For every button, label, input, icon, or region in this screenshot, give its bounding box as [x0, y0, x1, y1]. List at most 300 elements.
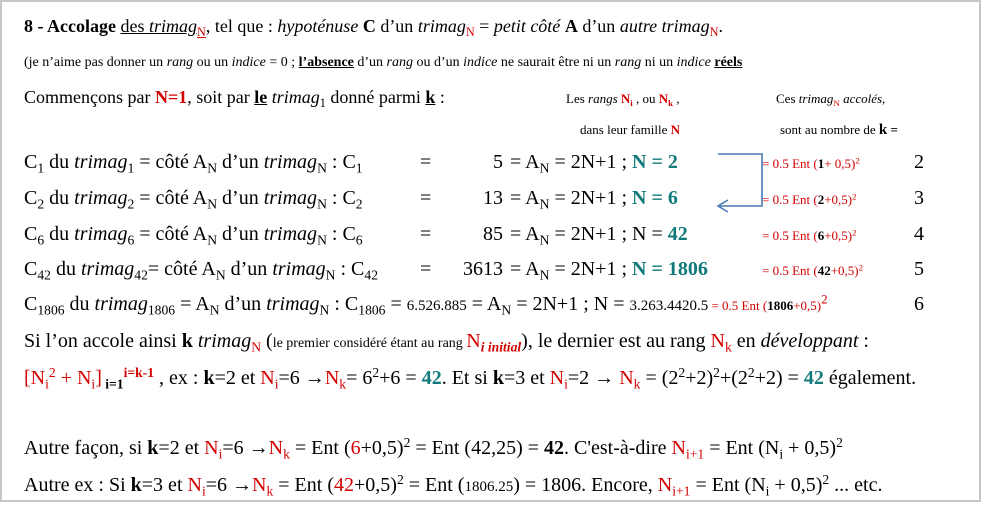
r5e: d’un: [219, 293, 267, 315]
r-es: 2: [852, 191, 857, 202]
r-ent2: + 0,5): [824, 156, 856, 171]
r-g: : C: [335, 258, 365, 280]
t3h: k: [425, 87, 436, 107]
r-cs: 2: [127, 196, 135, 212]
row-eq: [420, 187, 431, 210]
r-ev: 2: [817, 192, 825, 207]
r-c: trimag: [74, 151, 128, 173]
r-fs: N: [317, 160, 327, 176]
r-gs: 1: [355, 160, 363, 176]
r-eq: =: [420, 223, 432, 245]
t2b: rang: [166, 55, 194, 70]
r-g: : C: [326, 223, 356, 245]
t10a: [N: [24, 367, 46, 389]
r-h: = A: [510, 151, 540, 173]
row-left: [24, 187, 363, 210]
row-k: [914, 151, 924, 174]
r-es: 2: [855, 155, 860, 166]
t10g: i=1: [101, 376, 124, 392]
r5h: =: [385, 293, 407, 315]
t12m: = Ent (: [403, 474, 465, 496]
t9o: :: [858, 330, 869, 352]
row-num: [483, 187, 503, 210]
r-a: C: [24, 151, 38, 173]
r-e: d’un: [225, 258, 273, 280]
t2e: = 0 ;: [265, 55, 299, 70]
t12i: = Ent (: [273, 474, 334, 496]
t2l: rang: [614, 55, 642, 70]
n2b: N: [670, 122, 680, 137]
r-as: 42: [37, 267, 51, 283]
r-ent: = 0.5 Ent (: [762, 228, 818, 243]
n1h: ,: [673, 91, 680, 106]
r-h: = A: [510, 258, 540, 280]
row-k: [914, 187, 924, 210]
r-e: d’un: [217, 151, 264, 173]
t11b: k: [147, 437, 159, 459]
n4a: sont au nombre de: [780, 122, 879, 137]
r-es: 2: [852, 227, 857, 238]
t2n: indice: [676, 55, 711, 70]
r-b: du: [44, 187, 75, 209]
r5b: du: [64, 293, 95, 315]
row-1806-k: [914, 293, 924, 316]
t10m: i: [274, 376, 279, 392]
r-a: C: [24, 223, 38, 245]
n1a: Les: [566, 91, 589, 106]
t9e: N: [251, 339, 262, 355]
row-1806: [24, 293, 828, 316]
n3a: Ces: [776, 91, 799, 106]
r-f: trimag: [263, 187, 318, 209]
r5k: 6: [914, 293, 924, 315]
r-e: d’un: [217, 223, 264, 245]
t10ah: 2: [747, 365, 755, 381]
t10s: +6 =: [379, 367, 422, 389]
t2p: réels: [714, 55, 743, 70]
t10aa: N: [619, 367, 634, 389]
r-c: trimag: [74, 187, 128, 209]
t11t: + 0,5): [783, 437, 837, 459]
t10h: i=k-1: [123, 365, 155, 381]
r5g: : C: [329, 293, 359, 315]
row-eq: [420, 223, 431, 246]
t2m: ni un: [641, 55, 677, 70]
n1d: i: [630, 97, 633, 108]
t12d: N: [187, 474, 202, 496]
t10ad: 2: [678, 365, 686, 381]
row-k: [914, 223, 924, 246]
r-hs: N: [539, 267, 550, 283]
n3b: trimag: [798, 91, 834, 106]
r-eq: =: [420, 151, 432, 173]
r5gs: 1806: [358, 302, 386, 318]
row-k: [914, 258, 924, 281]
t12a: Autre ex : Si: [24, 474, 131, 496]
t2d: indice: [231, 55, 266, 70]
t9n: développant: [760, 330, 859, 352]
r-f: trimag: [272, 258, 326, 280]
note-accoles: [776, 91, 885, 107]
t12h: k: [266, 483, 274, 499]
t10y: i: [564, 376, 568, 392]
n4c: =: [887, 122, 898, 137]
r-hs: N: [539, 160, 550, 176]
r5j: = 2N+1 ; N =: [511, 293, 630, 315]
t2h: rang: [386, 55, 413, 70]
t1i: C: [362, 16, 376, 36]
t10aj: 42: [803, 367, 824, 389]
t10x: N: [549, 367, 565, 389]
r5ev: 1806: [767, 298, 794, 313]
t11p: N: [671, 437, 686, 459]
t1d: des: [120, 16, 149, 36]
t11c: =2 et: [158, 437, 205, 459]
n1f: N: [658, 91, 669, 106]
r-g: : C: [326, 187, 356, 209]
t12k: +0,5): [353, 474, 397, 496]
note-famille: [580, 122, 680, 138]
t9m: en: [731, 330, 761, 352]
r-num: 3613: [463, 258, 503, 280]
n1g: k: [668, 97, 674, 108]
t10w: =3 et: [503, 367, 550, 389]
t12l: 2: [396, 472, 404, 488]
r-g: : C: [326, 151, 356, 173]
t12p: N: [657, 474, 673, 496]
r-eq: =: [420, 258, 432, 280]
r-ev: 42: [817, 263, 831, 278]
t3a: Commençons par: [24, 87, 155, 107]
r-gs: 42: [364, 267, 378, 283]
t10z: =2 →: [567, 367, 620, 389]
r-ds: N: [207, 196, 218, 212]
r-ent: = 0.5 Ent (: [762, 263, 818, 278]
t10i: , ex :: [154, 367, 204, 389]
t9a: Si l’on accole ainsi: [24, 330, 182, 352]
t10ak: également.: [823, 367, 917, 389]
t10ab: k: [633, 376, 641, 392]
t11r: = Ent (N: [704, 437, 780, 459]
row-num: [493, 151, 503, 174]
r-gs: 6: [355, 232, 363, 248]
t9g: le premier considéré étant au rang: [272, 336, 467, 351]
r5fs: N: [319, 302, 330, 318]
r-cs: 1: [127, 160, 135, 176]
r-as: 6: [37, 232, 45, 248]
t11m: = Ent (42,25) =: [410, 437, 545, 459]
r-d: = côté A: [134, 223, 208, 245]
r5ent: = 0.5 Ent (: [708, 298, 768, 313]
t2c: ou un: [193, 55, 232, 70]
t1j: d’un: [375, 16, 418, 36]
r-e: d’un: [217, 187, 264, 209]
t2g: d’un: [353, 55, 387, 70]
t1a: 8 -: [24, 16, 48, 36]
r-n: N = 6: [632, 187, 678, 209]
line-formula: [24, 367, 916, 390]
r-d: = côté A: [134, 151, 208, 173]
r-b: du: [44, 223, 75, 245]
t1p: d’un: [577, 16, 620, 36]
t10k: =2 et: [214, 367, 261, 389]
t12o: ) = 1806. Encore,: [513, 474, 658, 496]
t3b: N=1: [154, 87, 188, 107]
line-autre-facon: [24, 437, 843, 460]
r-k: 3: [914, 187, 924, 209]
note-nombre: [780, 122, 898, 139]
row-eq: [420, 151, 431, 174]
t11l: 2: [403, 435, 411, 451]
r-ent: = 0.5 Ent (: [762, 192, 818, 207]
t2a: (je n’aime pas donner un: [24, 55, 167, 70]
t11a: Autre façon, si: [24, 437, 148, 459]
t2f: l’absence: [298, 55, 354, 70]
r-hs: N: [539, 196, 550, 212]
row-ent: [762, 228, 857, 244]
t12n: 1806.25: [464, 479, 514, 495]
t10o: N: [324, 367, 340, 389]
r-c: trimag: [74, 223, 128, 245]
row-mid: [510, 223, 688, 246]
r-fs: N: [325, 267, 336, 283]
r-eq: =: [420, 187, 432, 209]
t10n: =6 →: [278, 367, 325, 389]
line-title: [24, 16, 723, 37]
row-mid: [510, 258, 708, 281]
row-left: [24, 223, 363, 246]
t9l: k: [724, 339, 732, 355]
t11s: i: [779, 446, 784, 462]
t9i: i initial: [480, 339, 522, 355]
t1l: N: [465, 24, 475, 39]
r-n1: N =: [632, 223, 668, 245]
r-b: du: [50, 258, 81, 280]
t3d: le: [254, 87, 268, 107]
t1k: trimag: [417, 16, 466, 36]
r-h: = A: [510, 187, 540, 209]
row-num: [463, 258, 503, 281]
r-d: = côté A: [134, 187, 208, 209]
row-ent: [762, 263, 863, 279]
t1b: Accolage: [47, 16, 116, 36]
t1e: trimag: [148, 16, 197, 36]
t11k: +0,5): [360, 437, 404, 459]
r5a: C: [24, 293, 38, 315]
t1o: A: [564, 16, 578, 36]
t11g: N: [268, 437, 284, 459]
t10b: i: [45, 376, 49, 392]
r-ent2: +0,5): [824, 228, 853, 243]
r5is: N: [501, 302, 512, 318]
r-n: N = 1806: [632, 258, 708, 280]
t10r: 2: [372, 365, 380, 381]
t2k: ne saurait être ni un: [497, 55, 615, 70]
r-ent2: +0,5): [830, 263, 859, 278]
t12q: i+1: [672, 483, 691, 499]
r-ent2: +0,5): [824, 192, 853, 207]
r-ent: = 0.5 Ent (: [762, 156, 818, 171]
row-left: [24, 151, 363, 174]
t10af: 2: [713, 365, 720, 381]
t10ac: = (2: [640, 367, 679, 389]
t11u: 2: [836, 435, 843, 451]
r-fs: N: [317, 232, 327, 248]
r-ev: 6: [817, 228, 825, 243]
r-f: trimag: [263, 151, 318, 173]
t11h: k: [283, 446, 290, 462]
r-hs: N: [539, 232, 550, 248]
t11j: 6: [350, 437, 361, 459]
r5n: 3.263.4420.5: [629, 298, 709, 314]
t10v: k: [492, 367, 504, 389]
t10t: 42: [421, 367, 442, 389]
t12c: =3 et: [141, 474, 188, 496]
row-left: [24, 258, 378, 281]
r5i: = A: [466, 293, 502, 315]
t1h: hypoténuse: [277, 16, 363, 36]
r-gs: 2: [355, 196, 363, 212]
t12g: N: [252, 474, 267, 496]
t2j: indice: [463, 55, 498, 70]
row-eq: [420, 258, 431, 281]
r5num: 6.526.885: [406, 298, 467, 314]
t1s: .: [718, 16, 723, 36]
t3f: 1: [319, 95, 326, 110]
t1q: autre trimag: [619, 16, 710, 36]
t10l: N: [260, 367, 275, 389]
t12t: + 0,5): [769, 474, 823, 496]
r-k: 2: [914, 151, 924, 173]
t9d: trimag: [197, 330, 252, 352]
t1g: , tel que :: [205, 16, 278, 36]
connector-arrow: [700, 150, 770, 215]
t12u: 2: [822, 472, 830, 488]
r-num: 85: [483, 223, 503, 245]
r-c: trimag: [80, 258, 135, 280]
r-i: = 2N+1 ;: [549, 258, 633, 280]
n1e: , ou: [632, 91, 659, 106]
t11i: = Ent (: [289, 437, 351, 459]
t1r: N: [709, 24, 719, 39]
r5f: trimag: [266, 293, 320, 315]
t10p: k: [339, 376, 347, 392]
r-ds: N: [215, 267, 226, 283]
t10d: + N: [55, 367, 92, 389]
t1n: petit côté: [493, 16, 565, 36]
row-mid: [510, 187, 678, 210]
t9b: k: [181, 330, 193, 352]
row-ent: [762, 192, 857, 208]
r-b: du: [44, 151, 75, 173]
r-ds: N: [207, 232, 218, 248]
t10u: . Et si: [441, 367, 493, 389]
r-as: 2: [37, 196, 45, 212]
t12e: i: [201, 483, 206, 499]
line-autre-ex: [24, 474, 882, 497]
n3d: accolés,: [839, 91, 886, 106]
row-num: [483, 223, 503, 246]
n1b: rangs: [588, 91, 618, 106]
r-as: 1: [37, 160, 45, 176]
r-cs: 42: [134, 267, 148, 283]
t10c: 2: [48, 365, 56, 381]
n3c: N: [833, 97, 840, 108]
r-k: 4: [914, 223, 924, 245]
r5cs: 1806: [147, 302, 176, 318]
r-n2: 42: [667, 223, 688, 245]
t3i: :: [435, 87, 445, 107]
n2a: dans leur famille: [580, 122, 671, 137]
line-accole: [24, 330, 869, 353]
r-i: = 2N+1 ;: [549, 187, 633, 209]
r-es: 2: [858, 262, 864, 273]
n4b: k: [878, 122, 888, 138]
t10f: ]: [95, 367, 102, 389]
r-i: = 2N+1 ;: [549, 151, 633, 173]
r5d: = A: [175, 293, 210, 315]
t10j: k: [203, 367, 215, 389]
r5es: 2: [821, 291, 828, 307]
t12f: =6 →: [205, 474, 253, 496]
t10ai: +2) =: [754, 367, 804, 389]
t9f: (: [261, 330, 273, 352]
r-a: C: [24, 258, 38, 280]
r-ds: N: [207, 160, 218, 176]
t3e: trimag: [267, 87, 320, 107]
t12r: = Ent (N: [690, 474, 766, 496]
r-n: N = 2: [632, 151, 678, 173]
r-num: 5: [493, 151, 503, 173]
r-i: = 2N+1 ;: [549, 223, 633, 245]
r5ds: N: [209, 302, 220, 318]
t11q: i+1: [685, 446, 705, 462]
r5c: trimag: [94, 293, 148, 315]
r-fs: N: [317, 196, 327, 212]
t11e: i: [218, 446, 223, 462]
row-ent: [762, 156, 860, 172]
t12j: 42: [333, 474, 354, 496]
t12v: ... etc.: [829, 474, 883, 496]
r-h: = A: [510, 223, 540, 245]
t2i: ou d’un: [413, 55, 464, 70]
t10q: = 6: [346, 367, 373, 389]
n1c: N: [617, 91, 631, 106]
t1m: =: [474, 16, 494, 36]
r5ent2: +0,5): [793, 298, 822, 313]
t3c: , soit par: [187, 87, 255, 107]
r-ev: 1: [817, 156, 825, 171]
t10ae: +2): [685, 367, 714, 389]
t3g: donné parmi: [325, 87, 426, 107]
t11f: =6 →: [222, 437, 269, 459]
t11o: . C'est-à-dire: [564, 437, 672, 459]
r-f: trimag: [263, 223, 318, 245]
t10ag: +(2: [719, 367, 748, 389]
row-mid: [510, 151, 678, 174]
t9h: N: [466, 330, 481, 352]
t10e: i: [91, 376, 96, 392]
r-d: = côté A: [147, 258, 216, 280]
t9k: N: [710, 330, 725, 352]
line-note: [24, 55, 742, 71]
line-start: [24, 87, 445, 108]
r-cs: 6: [127, 232, 135, 248]
r-a: C: [24, 187, 38, 209]
r-num: 13: [483, 187, 503, 209]
t9j: ), le dernier est au rang: [521, 330, 711, 352]
r-k: 5: [914, 258, 924, 280]
